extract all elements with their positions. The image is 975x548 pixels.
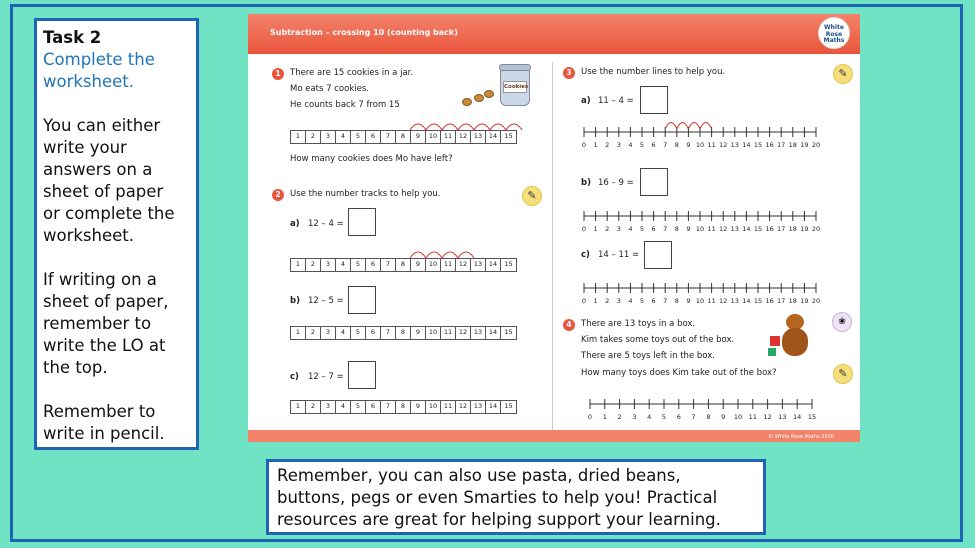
number-line-label: 17 [777,141,786,149]
number-line-label: 11 [707,297,716,305]
track-cell: 1 [291,131,306,143]
jar-label: Cookies [503,81,527,93]
track-cell: 10 [426,259,441,271]
number-line-label: 6 [676,413,681,421]
number-line-label: 11 [707,225,716,233]
q3a-label: a) [581,96,591,106]
number-line-label: 18 [788,141,797,149]
pencil-icon: ✎ [522,186,542,206]
hop-arc [458,124,474,130]
hop-arc [677,123,689,130]
number-line-label: 6 [651,141,656,149]
track-cell: 15 [504,260,513,268]
hop-arc [426,252,442,258]
hop-arc [458,252,474,258]
number-line-label: 9 [721,413,726,421]
number-line-label: 9 [686,225,691,233]
number-line-label: 7 [691,413,696,421]
number-line-0-20 [580,202,820,236]
task-line: sheet of paper, [43,292,169,311]
track-cell: 2 [306,259,321,271]
worksheet-title: Subtraction – crossing 10 (counting back) [270,28,458,37]
number-line-label: 9 [686,297,691,305]
count-back-arcs [290,118,540,132]
task-line: or complete the [43,204,175,223]
track-cell: 7 [381,131,396,143]
task-subtitle [43,49,190,93]
number-line-label: 17 [777,225,786,233]
q3b-answer-box[interactable] [640,168,668,196]
track-cell: 12 [456,131,471,143]
number-line-0-15 [586,390,816,420]
track-cell: 7 [381,327,396,339]
hop-arc [688,123,700,130]
number-line-label: 7 [663,141,668,149]
hop-arc [410,252,426,258]
number-line-label: 14 [742,225,751,233]
toy-block-icon [768,348,776,356]
task-title: Task 2 [43,28,102,47]
logo-line: Rose [825,30,843,38]
q2c-expression: 12 – 7 = [308,372,344,382]
track-cell: 13 [471,401,486,413]
track-cell: 3 [321,259,336,271]
task-line: write the LO at [43,336,166,355]
teddy-bear-icon [778,314,812,358]
pencil-icon: ✎ [833,64,853,84]
number-line-label: 19 [800,141,809,149]
task-line: the top. [43,358,108,377]
track-cell: 5 [351,327,366,339]
number-line-label: 2 [605,225,610,233]
task-subtitle-line: Complete the [43,50,155,69]
q1-question: How many cookies does Mo have left? [290,154,453,164]
task-line: sheet of paper [43,182,164,201]
q1-line: He counts back 7 from 15 [290,100,400,110]
task-paragraph-pencil [43,401,190,445]
number-line-label: 2 [605,297,610,305]
count-back-arcs [290,246,540,260]
number-line-label: 18 [788,225,797,233]
track-cell: 6 [366,401,381,413]
track-cell: 9 [411,401,426,413]
track-cell: 15 [504,402,513,410]
number-line-label: 19 [800,297,809,305]
q3c-expression: 14 – 11 = [598,250,640,260]
q2b-label: b) [290,296,300,306]
track-cell: 9 [411,259,426,271]
track-cell: 5 [351,401,366,413]
number-line-0-20 [580,118,820,152]
track-cell: 7 [381,259,396,271]
q3a-expression: 11 – 4 = [598,96,634,106]
note-line: resources are great for helping support your learning. [277,510,721,529]
number-line-label: 0 [581,225,587,233]
number-line-label: 4 [647,413,652,421]
track-cell: 14 [486,131,501,143]
track-cell: 8 [396,401,411,413]
number-line-label: 4 [628,225,633,233]
hop-arc [700,123,712,130]
q4-line: How many toys does Kim take out of the box? [581,368,777,378]
task-instructions-box [34,18,199,450]
number-line-label: 13 [778,413,787,421]
hop-arc [506,124,522,130]
number-line-label: 11 [707,141,716,149]
track-cell: 2 [306,131,321,143]
track-cell: 11 [441,401,456,413]
track-cell: 11 [441,259,456,271]
track-cell: 2 [306,327,321,339]
track-cell: 10 [426,401,441,413]
number-line-label: 1 [593,225,598,233]
number-line-label: 8 [674,225,679,233]
number-line-label: 5 [639,297,645,305]
track-cell: 3 [321,327,336,339]
number-line-label: 20 [811,297,821,305]
track-cell: 5 [351,131,366,143]
track-cell: 6 [366,259,381,271]
track-cell: 10 [426,327,441,339]
number-line-label: 19 [800,225,809,233]
track-cell: 1 [291,327,306,339]
number-line-label: 1 [602,413,607,421]
number-line-label: 14 [742,141,751,149]
track-cell: 11 [441,327,456,339]
number-line-label: 7 [663,225,668,233]
number-line-label: 12 [763,413,772,421]
number-line-label: 10 [733,413,743,421]
number-line-label: 4 [628,297,633,305]
track-cell: 13 [471,327,486,339]
track-cell: 9 [411,131,426,143]
track-cell: 15 [504,328,513,336]
cupcake-icon: ❀ [832,312,852,332]
white-rose-maths-logo [818,17,850,49]
jar-lid [499,64,531,71]
track-cell: 6 [366,131,381,143]
task-paragraph-lo [43,269,190,379]
q2b-expression: 12 – 5 = [308,296,344,306]
number-line-label: 15 [753,297,763,305]
question-4-badge: 4 [563,319,575,331]
track-cell: 8 [396,327,411,339]
task-paragraph-answers [43,115,190,247]
hop-arc [442,252,458,258]
q1-line: Mo eats 7 cookies. [290,84,369,94]
hop-arc [410,124,426,130]
track-cell: 13 [471,259,486,271]
number-line-label: 2 [617,413,622,421]
practical-resources-note [266,459,766,535]
number-line-label: 1 [593,297,598,305]
number-line-label: 5 [639,141,645,149]
number-line-label: 1 [593,141,598,149]
q2c-answer-box[interactable] [348,361,376,389]
hop-arc [474,124,490,130]
pencil-icon: ✎ [833,364,853,384]
number-line-label: 13 [730,225,739,233]
number-line-label: 9 [686,141,691,149]
task-line: Remember to [43,402,156,421]
number-line-label: 8 [674,141,679,149]
q3-intro: Use the number lines to help you. [581,67,726,77]
number-line-0-20 [580,274,820,308]
task-line: remember to [43,314,152,333]
question-1-badge: 1 [272,68,284,80]
track-cell: 10 [426,131,441,143]
number-line-label: 0 [581,297,587,305]
number-line-label: 14 [793,413,802,421]
task-subtitle-line: worksheet. [43,72,134,91]
number-line-label: 2 [605,141,610,149]
note-line: buttons, pegs or even Smarties to help you! Practical [277,488,718,507]
number-line-label: 5 [639,225,645,233]
number-line-label: 3 [632,413,637,421]
q3b-expression: 16 – 9 = [598,178,634,188]
cookie-icon [462,98,472,106]
q4-line: There are 5 toys left in the box. [581,351,715,361]
q2a-label: a) [290,219,300,229]
number-line-label: 13 [730,297,739,305]
q2c-label: c) [290,372,299,382]
track-cell: 12 [456,401,471,413]
number-line-label: 12 [719,225,728,233]
number-line-label: 16 [765,141,774,149]
note-line: Remember, you can also use pasta, dried beans, [277,466,681,485]
worksheet-header [248,14,860,54]
cookie-jar-icon [500,68,530,106]
track-cell: 8 [396,259,411,271]
number-line-label: 10 [695,225,705,233]
track-cell: 13 [471,131,486,143]
logo-line: Maths [823,37,845,44]
track-cell: 4 [336,401,351,413]
q2-intro: Use the number tracks to help you. [290,189,441,199]
number-line-label: 8 [706,413,711,421]
task-line: You can either [43,116,161,135]
number-line-label: 15 [807,413,817,421]
number-line-label: 12 [719,297,728,305]
task-line: write in pencil. [43,424,165,443]
number-line-label: 7 [663,297,668,305]
track-cell: 9 [411,327,426,339]
logo-line: White [824,24,844,31]
q3c-label: c) [581,250,590,260]
copyright: © White Rose Maths 2020 [768,434,834,440]
number-line-label: 6 [651,297,656,305]
q4-line: There are 13 toys in a box. [581,319,696,329]
teddy-body [782,328,808,356]
number-line-label: 16 [765,225,774,233]
number-line-label: 5 [661,413,667,421]
number-line-label: 14 [742,297,751,305]
number-line-label: 3 [616,297,621,305]
number-track [290,326,517,340]
track-cell: 6 [366,327,381,339]
number-line-label: 0 [581,141,587,149]
track-cell: 1 [291,401,306,413]
hop-arc [490,124,506,130]
task-line: If writing on a [43,270,157,289]
q2a-answer-box[interactable] [348,208,376,236]
number-line-label: 15 [753,141,763,149]
task-line: worksheet. [43,226,134,245]
number-line-label: 3 [616,141,621,149]
number-line-label: 13 [730,141,739,149]
number-line-label: 15 [753,225,763,233]
q3a-answer-box[interactable] [640,86,668,114]
track-cell: 14 [486,259,501,271]
q3b-label: b) [581,178,591,188]
track-cell: 3 [321,401,336,413]
number-line-label: 20 [811,141,821,149]
question-3-badge: 3 [563,67,575,79]
number-line-label: 6 [651,225,656,233]
number-line-label: 3 [616,225,621,233]
number-line-label: 10 [695,297,705,305]
number-track [290,258,517,272]
task-line: write your [43,138,127,157]
track-cell: 12 [456,259,471,271]
track-cell: 12 [456,327,471,339]
number-line-label: 4 [628,141,633,149]
number-line-label: 16 [765,297,774,305]
q2b-answer-box[interactable] [348,286,376,314]
hop-arc [442,124,458,130]
track-cell: 4 [336,259,351,271]
track-cell: 4 [336,131,351,143]
question-2-badge: 2 [272,189,284,201]
track-cell: 2 [306,401,321,413]
number-line-label: 17 [777,297,786,305]
track-cell: 5 [351,259,366,271]
number-line-label: 10 [695,141,705,149]
number-line-label: 0 [587,413,593,421]
task-line: answers on a [43,160,153,179]
track-cell: 4 [336,327,351,339]
number-track [290,130,517,144]
hop-arc [665,123,677,130]
worksheet-footer [248,430,860,442]
number-track [290,400,517,414]
number-line-label: 11 [748,413,757,421]
track-cell: 11 [441,131,456,143]
cookie-icon [484,90,494,98]
track-cell: 1 [291,259,306,271]
track-cell: 15 [504,132,513,140]
track-cell: 8 [396,131,411,143]
number-line-label: 18 [788,297,797,305]
number-line-label: 12 [719,141,728,149]
track-cell: 14 [486,401,501,413]
track-cell: 3 [321,131,336,143]
q2a-expression: 12 – 4 = [308,219,344,229]
q3c-answer-box[interactable] [644,241,672,269]
hop-arc [426,124,442,130]
track-cell: 7 [381,401,396,413]
track-cell: 14 [486,327,501,339]
column-divider [552,62,553,432]
worksheet-image [248,14,860,442]
q1-line: There are 15 cookies in a jar. [290,68,414,78]
number-line-label: 8 [674,297,679,305]
number-line-label: 20 [811,225,821,233]
cookie-icon [474,94,484,102]
q4-line: Kim takes some toys out of the box. [581,335,735,345]
toy-block-icon [770,336,780,346]
